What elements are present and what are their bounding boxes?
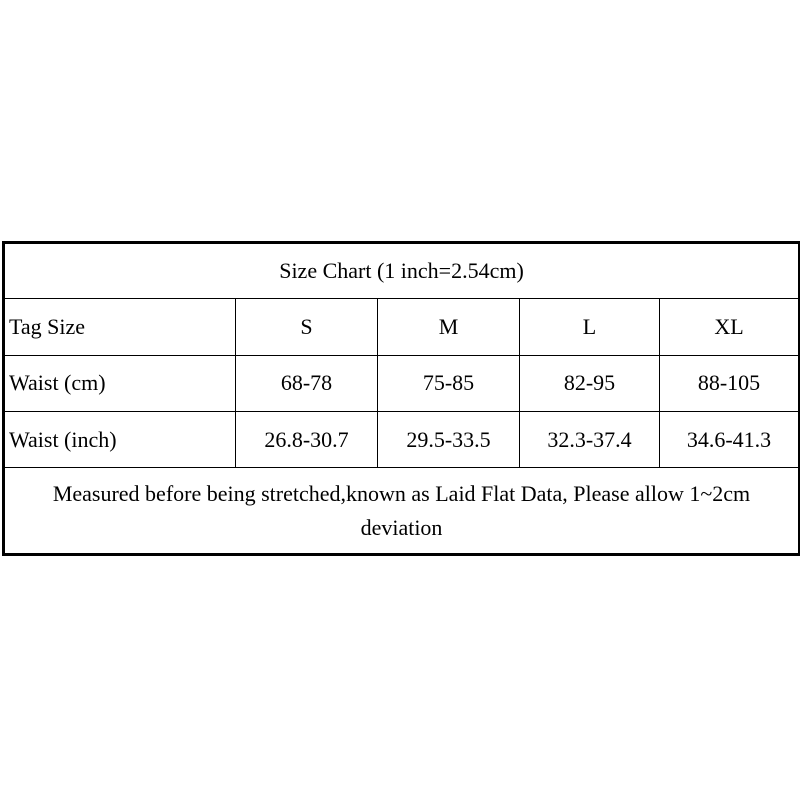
waist-inch-label: Waist (inch) [4,412,236,468]
tag-size-header: Tag Size [4,299,236,355]
size-chart-table [2,241,800,556]
table-row [4,412,800,468]
note-row [4,468,800,555]
size-header-s: S [236,299,378,355]
table-cell: 29.5-33.5 [378,412,520,468]
size-header-xl: XL [660,299,800,355]
table-cell: 32.3-37.4 [520,412,660,468]
table-cell: 82-95 [520,355,660,411]
measurement-note: Measured before being stretched,known as Laid Flat Data, Please allow 1~2cm deviation [4,468,800,555]
table-cell: 75-85 [378,355,520,411]
size-header-l: L [520,299,660,355]
table-row [4,355,800,411]
waist-cm-label: Waist (cm) [4,355,236,411]
table-cell: 68-78 [236,355,378,411]
title-row [4,243,800,299]
table-cell: 26.8-30.7 [236,412,378,468]
size-chart-title: Size Chart (1 inch=2.54cm) [4,243,800,299]
header-row [4,299,800,355]
table-cell: 88-105 [660,355,800,411]
table-cell: 34.6-41.3 [660,412,800,468]
size-header-m: M [378,299,520,355]
